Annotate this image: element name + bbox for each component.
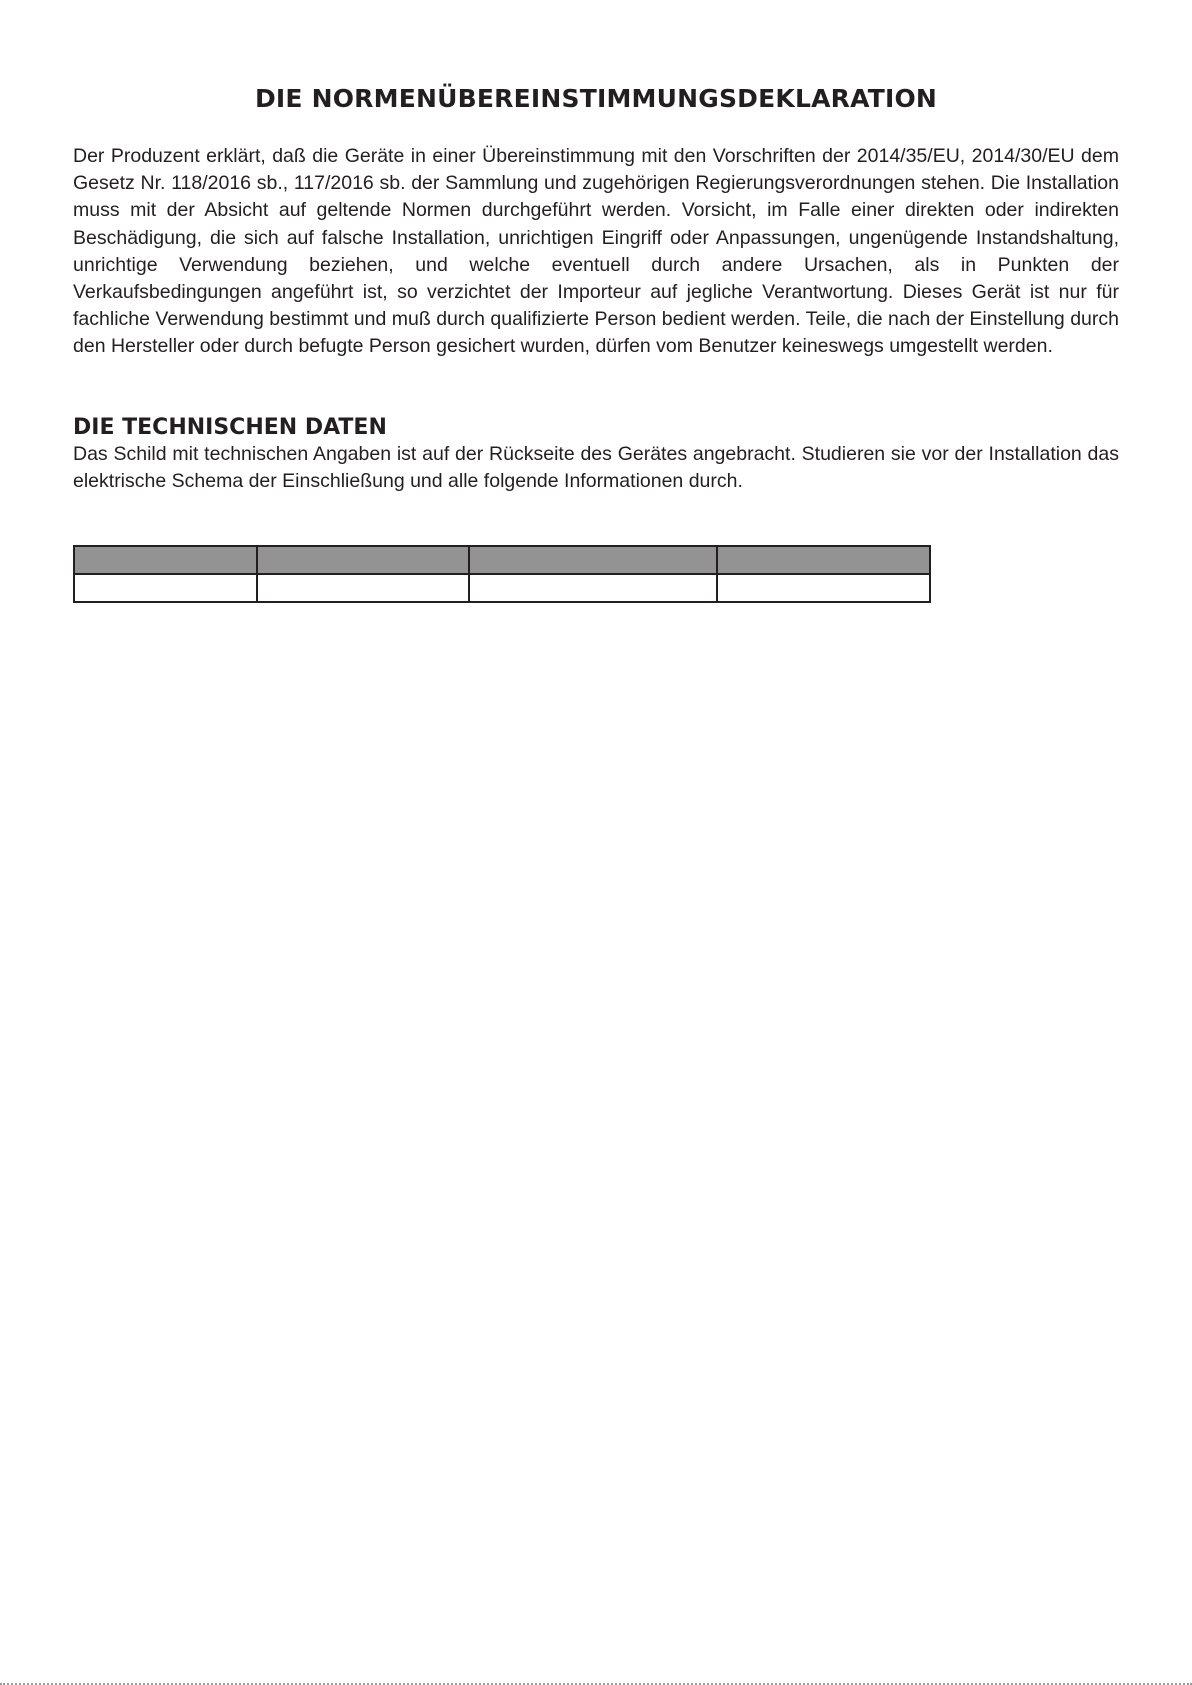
- table-header-cell: [74, 546, 257, 574]
- table-header-cell: [717, 546, 930, 574]
- declaration-paragraph: Der Produzent erklärt, daß die Geräte in einer Übereinstimmung mit den Vorschriften der 2014/35/EU, 2014/30/EU dem Gesetz Nr. 118/2016 sb., 117/2016 sb. der Sammlung und zugehörigen Regierungsverordnungen stehen. Die Installation muss mit der Absicht auf geltende Normen durchgeführt werden. Vorsicht, im Falle einer direkten oder indirekten Beschädigung, die sich auf falsche Installation, unrichtigen Eingriff oder Anpassungen, ungenügende Instandshaltung, unrichtige Verwendung beziehen, und welche eventuell durch andere Ursachen, als in Punkten der Verkaufsbedingungen angeführt ist, so verzichtet der Importeur auf jegliche Verantwortung. Dieses Gerät ist nur für fachliche Verwendung bestimmt und muß durch qualifizierte Person bedient werden. Teile, die nach der Einstellung durch den Hersteller oder durch befugte Person gesichert wurden, dürfen vom Benutzer keineswegs umgestellt werden.: [73, 145, 1119, 358]
- document-title: DIE NORMENÜBEREINSTIMMUNGSDEKLARATION: [254, 84, 938, 113]
- technical-data-heading: DIE TECHNISCHEN DATEN: [73, 415, 387, 440]
- table-header-cell: [469, 546, 717, 574]
- table-header-row: [74, 546, 930, 574]
- table-row: [74, 574, 930, 602]
- table-header-cell: [257, 546, 469, 574]
- table-cell: [74, 574, 257, 602]
- table-cell: [717, 574, 930, 602]
- table-cell: [469, 574, 717, 602]
- technical-data-table: [73, 545, 931, 603]
- technical-data-paragraph: Das Schild mit technischen Angaben ist auf der Rückseite des Gerätes angebracht. Studieren sie vor der Installation das elektrische Schema der Einschließung und alle folgende Informationen durch.: [73, 443, 1119, 493]
- table-cell: [257, 574, 469, 602]
